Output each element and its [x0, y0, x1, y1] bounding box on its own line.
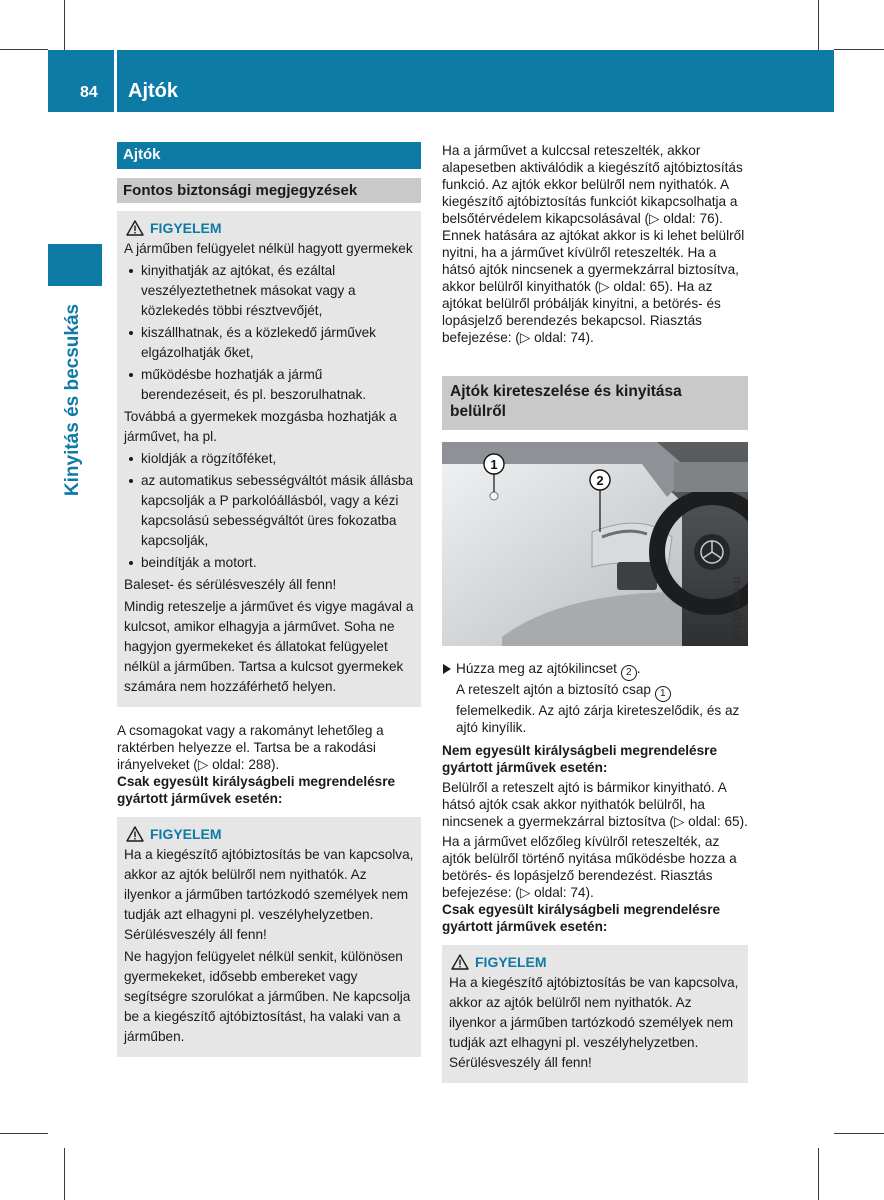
- step-text: A reteszelt ajtón a biztosító csap: [456, 682, 655, 697]
- instruction-step: [442, 660, 748, 736]
- list-item: beindítják a motort.: [124, 553, 414, 573]
- door-illustration: [442, 442, 748, 646]
- warning-heading: [124, 823, 414, 845]
- page-header: [48, 50, 834, 112]
- warning-text: Ne hagyjon felügyelet nélkül senkit, különösen gyermekeket, idősebb embereket vagy segítségre szorulókat a járműben. Ne kapcsolja be a kiegészítő ajtóbiztosítást, ha valaki van a járműben.: [124, 949, 411, 1044]
- chapter-tab-marker: [48, 244, 102, 286]
- section-title: Ajtók: [117, 142, 421, 169]
- market-heading: Nem egyesült királyságbeli megrendelésre gyártott járművek esetén:: [442, 743, 718, 775]
- step-line-2: [456, 681, 748, 736]
- right-column: [442, 142, 748, 1083]
- step-arrow-icon: [443, 664, 451, 674]
- step-text: .: [636, 661, 641, 676]
- market-heading: Csak egyesült királyságbeli megrendelésre gyártott járművek esetén:: [442, 902, 721, 934]
- subsection-title: Fontos biztonsági megjegyzések: [117, 178, 421, 203]
- warning-box: [442, 945, 748, 1083]
- crop-mark: [834, 1133, 884, 1134]
- crop-mark: [0, 1133, 48, 1134]
- warning-box: [117, 211, 421, 707]
- crop-mark: [0, 49, 48, 50]
- figure-callout-1: 1: [490, 457, 498, 472]
- list-item: kinyithatják az ajtókat, és ezáltal veszélyeztethetnek másokat vagy a közlekedés többi résztvevőjét,: [124, 261, 414, 321]
- warning-heading: [124, 217, 414, 239]
- warning-text: Ha a kiegészítő ajtóbiztosítás be van kapcsolva, akkor az ajtók belülről nem nyithatók. Az ilyenkor a járműben tartózkodó személyek nem tudják azt elhagyni pl. veszélyhelyzetben. Sérülésveszély áll fenn!: [449, 975, 739, 1070]
- body-paragraph: Ha a járművet a kulccsal reteszelték, akkor alapesetben aktiválódik a kiegészítő ajtóbiztosítás funkció. Az ajtók ekkor belülről nem nyithatók. A kiegészítő ajtóbiztosítás funkciót kikapcsolhatja a belsőtérvédelem kikapcsolásával (▷ oldal: 76). Ennek hatására az ajtókat akkor is ki lehet belülről nyitni, ha a járművet kívülről reteszelték. Ha a hátsó ajtók nincsenek a gyermekzárral biztosítva, akkor belülről kinyithatók (▷ oldal: 65). Ha az ajtókat belülről próbálják kinyitni, a betörés- és lopásjelző berendezés bekapcsol. Riasztás befejezése: (▷ oldal: 74).: [442, 143, 745, 345]
- warning-list: [124, 261, 414, 405]
- page-number: 84: [80, 84, 98, 101]
- page-title: Ajtók: [128, 80, 178, 102]
- warning-triangle-icon: [126, 826, 144, 842]
- list-item: kioldják a rögzítőféket,: [124, 449, 414, 469]
- warning-text: Baleset- és sérülésveszély áll fenn!: [124, 577, 337, 592]
- warning-title: FIGYELEM: [150, 826, 222, 842]
- crop-mark: [64, 0, 65, 50]
- warning-triangle-icon: [451, 954, 469, 970]
- step-line-1: [456, 660, 748, 681]
- warning-text: Továbbá a gyermekek mozgásba hozhatják a járművet, ha pl.: [124, 409, 397, 444]
- callout-ref-icon: 2: [621, 665, 637, 681]
- warning-title: FIGYELEM: [150, 220, 222, 236]
- warning-text: Mindig reteszelje a járművet és vigye magával a kulcsot, amikor elhagyja a járművet. Soha ne hagyjon gyermekeket és állatokat felügyelet nélkül a járműben. Tartsa a kulcsot gyermekek számára nem hozzáférhető helyen.: [124, 599, 414, 694]
- body-paragraph: A csomagokat vagy a rakományt lehetőleg a raktérben helyezze el. Tartsa be a rakodási irányelveket (▷ oldal: 288).: [117, 723, 384, 772]
- body-paragraph: Belülről a reteszelt ajtó is bármikor kinyitható. A hátsó ajtók csak akkor nyithatók belülről, ha nincsenek a gyermekzárral biztosítva (▷ oldal: 65).: [442, 780, 748, 829]
- figure-code: P72.10-4300-31: [732, 575, 742, 640]
- crop-mark: [818, 0, 819, 50]
- callout-ref-icon: 1: [655, 686, 671, 702]
- left-column: [117, 142, 421, 1057]
- chapter-tab-label: Kinyitás és becsukás: [62, 303, 83, 497]
- crop-mark: [834, 49, 884, 50]
- list-item: működésbe hozhatják a jármű berendezéseit, és pl. beszorulhatnak.: [124, 365, 414, 405]
- warning-text: A járműben felügyelet nélkül hagyott gyermekek: [124, 241, 413, 256]
- list-item: az automatikus sebességváltót másik állásba kapcsolják a P parkolóállásból, vagy a kézi kapcsolású sebességváltót üres fokozatba kapcsolják,: [124, 471, 414, 551]
- market-heading: Csak egyesült királyságbeli megrendelésre gyártott járművek esetén:: [117, 774, 396, 806]
- crop-mark: [818, 1148, 819, 1200]
- header-divider: [114, 50, 117, 112]
- body-paragraph: Ha a járművet előzőleg kívülről reteszelték, az ajtók belülről történő nyitása működésbe hozza a betörés- és lopásjelző berendezést. Riasztás befejezése: (▷ oldal: 74).: [442, 834, 737, 900]
- warning-text: Ha a kiegészítő ajtóbiztosítás be van kapcsolva, akkor az ajtók belülről nem nyithatók. Az ilyenkor a járműben tartózkodó személyek nem tudják azt elhagyni pl. veszélyhelyzetben. Sérülésveszély áll fenn!: [124, 847, 414, 942]
- warning-title: FIGYELEM: [475, 954, 547, 970]
- subsection-title: Ajtók kireteszelése és kinyitása belülről: [442, 376, 748, 430]
- list-item: kiszállhatnak, és a közlekedő járművek elgázolhatják őket,: [124, 323, 414, 363]
- warning-heading: [449, 951, 741, 973]
- step-text: felemelkedik. Az ajtó zárja kireteszelődik, és az ajtó kinyílik.: [456, 703, 740, 735]
- step-text: Húzza meg az ajtókilincset: [456, 661, 621, 676]
- figure-callout-2: 2: [596, 473, 604, 488]
- door-interior-photo: [442, 442, 748, 646]
- warning-triangle-icon: [126, 220, 144, 236]
- warning-box: [117, 817, 421, 1057]
- crop-mark: [64, 1148, 65, 1200]
- warning-list: [124, 449, 414, 573]
